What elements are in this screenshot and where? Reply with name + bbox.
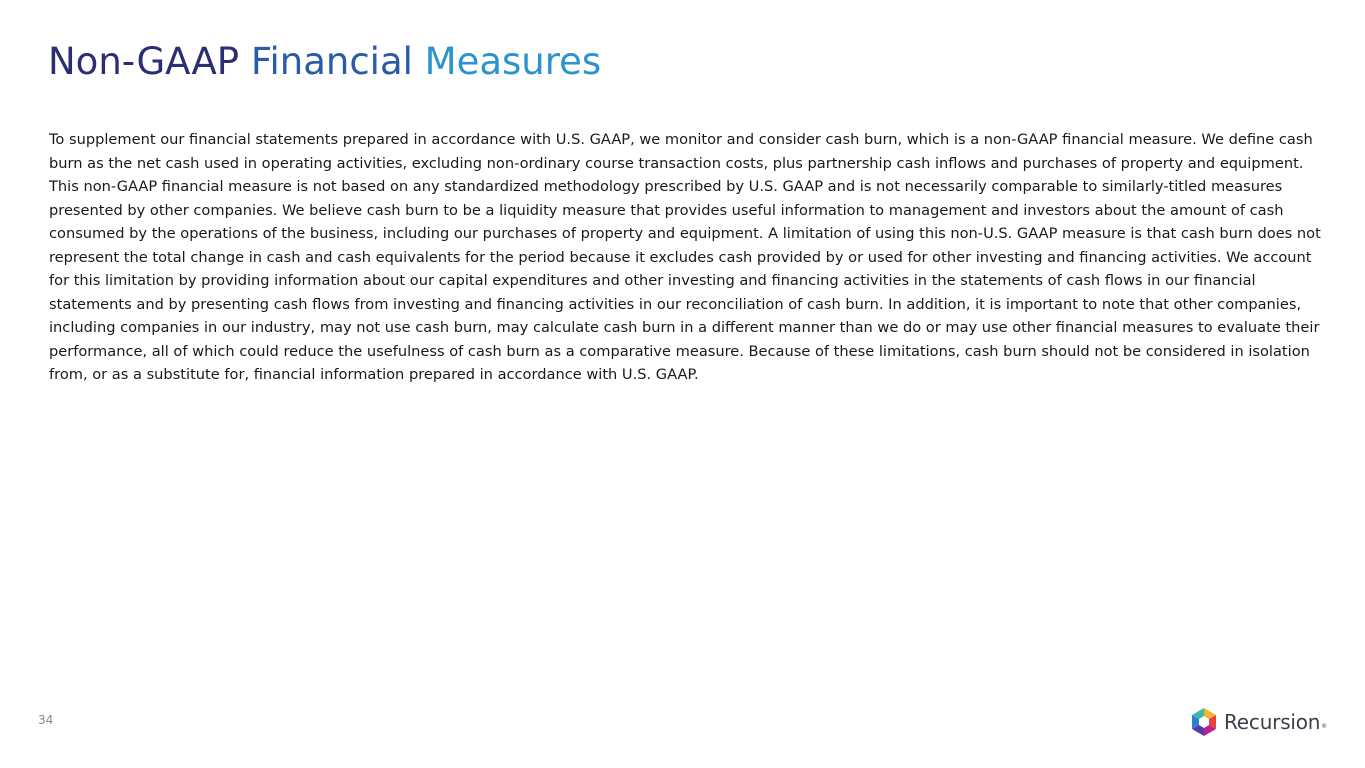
title-word-non-gaap: Non-GAAP [48, 40, 240, 83]
recursion-hexagon-logo-icon [1190, 707, 1218, 737]
page-title [48, 38, 601, 86]
title-word-financial: Financial [250, 40, 413, 83]
logo-wordmark: Recursion [1224, 710, 1321, 734]
title-word-measures: Measures [424, 40, 602, 83]
logo-registered-mark: ® [1321, 723, 1328, 730]
page-number: 34 [38, 713, 54, 727]
recursion-logo [1190, 706, 1327, 738]
body-paragraph: To supplement our financial statements prepared in accordance with U.S. GAAP, we monitor and consider cash burn, which is a non-GAAP financial measure. We define cash burn as the net cash used in operating activities, excluding non-ordinary course transaction costs, plus partnership cash inflows and purchases of property and equipment. This non-GAAP financial measure is not based on any standardized methodology prescribed by U.S. GAAP and is not necessarily comparable to similarly-titled measures presented by other companies. We believe cash burn to be a liquidity measure that provides useful information to management and investors about the amount of cash consumed by the operations of the business, including our purchases of property and equipment. A limitation of using this non-U.S. GAAP measure is that cash burn does not represent the total change in cash and cash equivalents for the period because it excludes cash provided by or used for other investing and financing activities. We account for this limitation by providing information about our capital expenditures and other investing and financing activities in the statements of cash flows in our financial statements and by presenting cash flows from investing and financing activities in our reconciliation of cash burn. In addition, it is important to note that other companies, including companies in our industry, may not use cash burn, may calculate cash burn in a different manner than we do or may use other financial measures to evaluate their performance, all of which could reduce the usefulness of cash burn as a comparative measure. Because of these limitations, cash burn should not be considered in isolation from, or as a substitute for, financial information prepared in accordance with U.S. GAAP. [49, 131, 1321, 383]
